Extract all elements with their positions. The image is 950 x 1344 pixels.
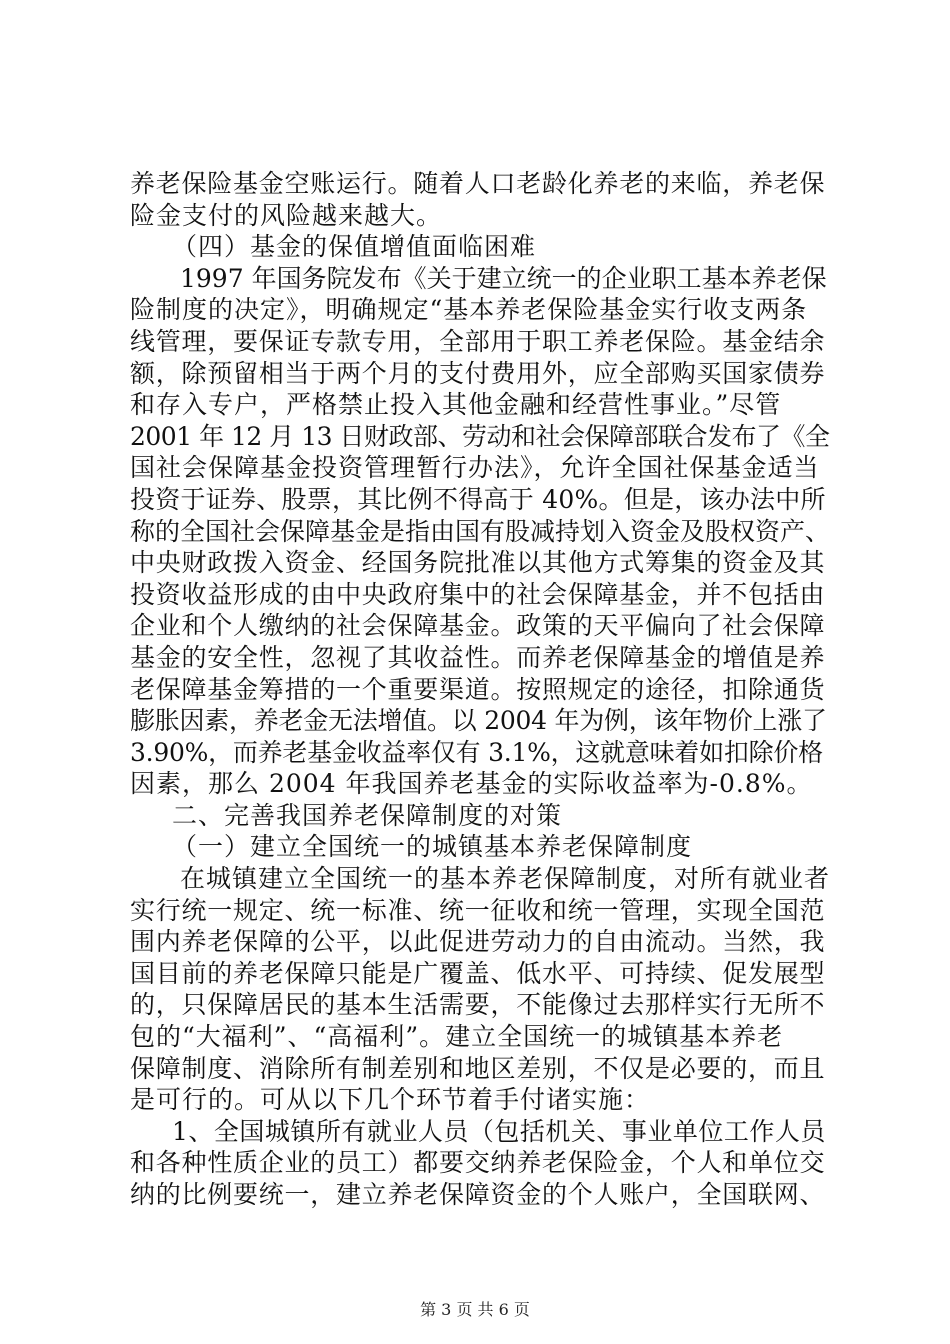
text-line: 老保障基金筹措的一个重要渠道。按照规定的途径，扣除通货 bbox=[130, 674, 826, 704]
page-number: 第 3 页 共 6 页 bbox=[420, 1300, 530, 1319]
text-line: 投资于证券、股票，其比例不得高于 40%。但是，该办法中所 bbox=[130, 484, 826, 514]
text-line: 2001 年 12 月 13 日财政部、劳动和社会保障部联合发布了《全 bbox=[130, 421, 830, 451]
text-line: 3.90%，而养老基金收益率仅有 3.1%，这就意味着如扣除价格 bbox=[130, 737, 823, 767]
text-line: 险金支付的风险越来越大。 bbox=[130, 200, 443, 230]
text-line: 国目前的养老保障只能是广覆盖、低水平、可持续、促发展型 bbox=[130, 958, 826, 988]
text-line: 险制度的决定》，明确规定“基本养老保险基金实行收支两条 bbox=[130, 295, 808, 325]
text-line: 基金的安全性，忽视了其收益性。而养老保障基金的增值是养 bbox=[130, 642, 826, 672]
text-line: 膨胀因素，养老金无法增值。以 2004 年为例，该年物价上涨了 bbox=[130, 706, 827, 736]
text-line: 实行统一规定、统一标准、统一征收和统一管理，实现全国范 bbox=[130, 895, 826, 925]
text-line: 和各种性质企业的员工）都要交纳养老保险金，个人和单位交 bbox=[130, 1148, 826, 1178]
text-line: 在城镇建立全国统一的基本养老保障制度，对所有就业者 bbox=[180, 864, 831, 894]
text-line: 1、全国城镇所有就业人员（包括机关、事业单位工作人员 bbox=[172, 1116, 826, 1146]
text-line: 保障制度、消除所有制差别和地区差别，不仅是必要的，而且 bbox=[130, 1053, 826, 1083]
text-line: 企业和个人缴纳的社会保障基金。政策的天平偏向了社会保障 bbox=[130, 611, 826, 641]
text-line: 投资收益形成的由中央政府集中的社会保障基金，并不包括由 bbox=[130, 579, 826, 609]
text-line: 1997 年国务院发布《关于建立统一的企业职工基本养老保 bbox=[180, 263, 827, 293]
text-line: 养老保险基金空账运行。随着人口老龄化养老的来临，养老保 bbox=[130, 169, 826, 198]
text-line: 和存入专户，严格禁止投入其他金融和经营性事业。”尽管 bbox=[130, 390, 782, 420]
text-line: 额，除预留相当于两个月的支付费用外，应全部购买国家债券 bbox=[130, 358, 826, 388]
text-line: 因素，那么 2004 年我国养老基金的实际收益率为-0.8%。 bbox=[130, 769, 813, 799]
text-line: 中央财政拨入资金、经国务院批准以其他方式筹集的资金及其 bbox=[130, 548, 826, 578]
text-line: 国社会保障基金投资管理暂行办法》，允许全国社保基金适当 bbox=[130, 453, 820, 483]
section-heading: 二、完善我国养老保障制度的对策 bbox=[172, 800, 563, 830]
subsection-heading: （一）建立全国统一的城镇基本养老保障制度 bbox=[172, 832, 693, 862]
text-line: 围内养老保障的公平，以此促进劳动力的自由流动。当然，我 bbox=[130, 927, 826, 957]
text-line: 是可行的。可从以下几个环节着手付诸实施： bbox=[130, 1085, 651, 1115]
text-line: 线管理，要保证专款专用，全部用于职工养老保险。基金结余 bbox=[130, 326, 826, 356]
text-line: 的，只保障居民的基本生活需要，不能像过去那样实行无所不 bbox=[130, 990, 826, 1020]
text-line: 称的全国社会保障基金是指由国有股减持划入资金及股权资产、 bbox=[130, 516, 831, 546]
page-footer bbox=[0, 1300, 950, 1320]
text-line: 纳的比例要统一，建立养老保障资金的个人账户，全国联网、 bbox=[130, 1180, 826, 1209]
document-body bbox=[130, 168, 830, 1211]
section-heading: （四）基金的保值增值面临困难 bbox=[172, 232, 537, 262]
text-line: 包的“大福利”、“高福利”。建立全国统一的城镇基本养老 bbox=[130, 1022, 784, 1052]
